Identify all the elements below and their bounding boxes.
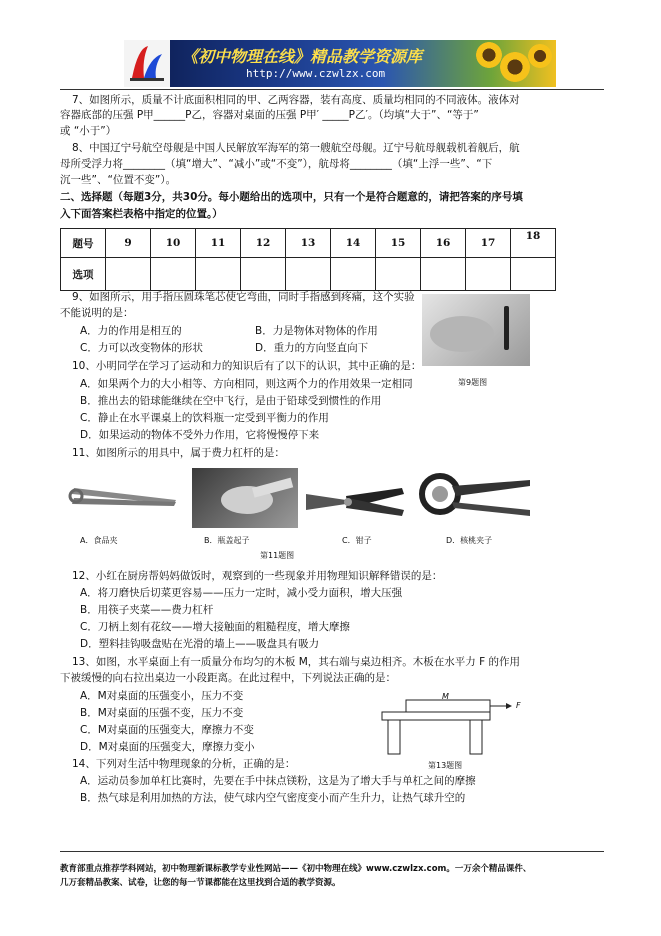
banner-title: 《初中物理在线》精品教学资源库 xyxy=(182,47,423,66)
section-heading-line1: 二、选择题（每题3分，共30分。每小题给出的选项中，只有一个是符合题意的，请把答案的序号填 xyxy=(60,191,523,203)
question-number-cell: 9 xyxy=(106,229,151,258)
question-number-cell: 15 xyxy=(376,229,421,258)
q12-option-b: B．用筷子夹菜——费力杠杆 xyxy=(80,604,214,616)
answer-cell[interactable] xyxy=(421,258,466,291)
finger-pen-photo xyxy=(422,294,530,366)
q9-option-a: A．力的作用是相互的 xyxy=(80,325,182,337)
table-header-cell: 选项 xyxy=(61,258,106,291)
food-tongs-photo xyxy=(66,468,184,528)
q11-figure-caption: 第11题图 xyxy=(260,551,295,560)
answer-cell[interactable] xyxy=(241,258,286,291)
q10-stem: 10、小明同学在学习了运动和力的知识后有了以下的认识，其中正确的是： xyxy=(72,360,422,372)
q7-line1: 7、如图所示，质量不计底面积相同的甲、乙两容器，装有高度、质量均相同的不同液体。液体对 xyxy=(72,94,520,106)
q13-option-d: D．M对桌面的压强变大，摩擦力变小 xyxy=(80,741,255,753)
table-row xyxy=(61,258,556,291)
q10-option-b: B．推出去的铅球能继续在空中飞行，是由于铅球受到惯性的作用 xyxy=(80,395,382,407)
question-number-cell: 14 xyxy=(331,229,376,258)
q13-line2: 下被缓慢的向右拉出桌边一小段距离。在此过程中，下列说法正确的是： xyxy=(60,672,396,684)
sunflower-icon xyxy=(500,52,530,82)
label-f: F xyxy=(516,701,521,710)
bottle-opener-photo xyxy=(192,468,298,528)
q13-line1: 13、如图，水平桌面上有一质量分布均匀的木板 M，其右端与桌边相齐。木板在水平力 F 的作用 xyxy=(72,656,520,668)
footer-line1: 教育部重点推荐学科网站，初中物理新课标教学专业性网站——《初中物理在线》www.czwlzx.com。一万余个精品课件、 xyxy=(60,864,532,874)
caption-b: B．瓶盖起子 xyxy=(204,536,250,545)
table-row xyxy=(61,229,556,258)
question-number-cell: 16 xyxy=(421,229,466,258)
pliers-photo xyxy=(306,482,406,522)
q9-option-b: B．力是物体对物体的作用 xyxy=(255,325,378,337)
table-header-cell: 题号 xyxy=(61,229,106,258)
sunflower-icon xyxy=(476,42,502,68)
q13-option-a: A．M对桌面的压强变小，压力不变 xyxy=(80,690,244,702)
q14-option-b: B．热气球是利用加热的方法，使气球内空气密度变小而产生升力，让热气球升空的 xyxy=(80,792,466,804)
q9-line1: 9、如图所示，用手指压圆珠笔芯使它弯曲，同时手指感到疼痛，这个实验 xyxy=(72,291,415,303)
header-rule xyxy=(60,89,604,90)
caption-d: D．核桃夹子 xyxy=(446,536,493,545)
question-number-cell: 17 xyxy=(466,229,511,258)
label-m: M xyxy=(442,692,449,701)
q9-option-d: D．重力的方向竖直向下 xyxy=(255,342,369,354)
footer-line2: 几万套精品教案、试卷，让您的每一节课都能在这里找到合适的教学资源。 xyxy=(60,878,341,888)
q9-line2: 不能说明的是： xyxy=(60,307,134,319)
q10-option-d: D．如果运动的物体不受外力作用，它将慢慢停下来 xyxy=(80,429,320,441)
q12-stem: 12、小红在厨房帮妈妈做饭时，观察到的一些现象并用物理知识解释错误的是： xyxy=(72,570,443,582)
answer-cell[interactable] xyxy=(376,258,421,291)
q14-stem: 14、下列对生活中物理现象的分析，正确的是： xyxy=(72,758,296,770)
q13-option-b: B．M对桌面的压强不变，压力不变 xyxy=(80,707,244,719)
q10-option-a: A．如果两个力的大小相等、方向相同，则这两个力的作用效果一定相同 xyxy=(80,378,413,390)
answer-cell[interactable] xyxy=(151,258,196,291)
q13-diagram xyxy=(378,690,528,756)
site-logo xyxy=(124,40,170,87)
q13-figure-caption: 第13题图 xyxy=(428,761,463,770)
q8-line3: 沉一些”、“位置不变”）。 xyxy=(60,174,177,186)
answer-table xyxy=(60,228,556,291)
question-number-cell: 10 xyxy=(151,229,196,258)
q12-option-a: A．将刀磨快后切菜更容易——压力一定时，减小受力面积，增大压强 xyxy=(80,587,403,599)
q8-line1: 8、中国辽宁号航空母舰是中国人民解放军海军的第一艘航空母舰。辽宁号航母舰载机着舰后，航 xyxy=(72,142,520,154)
q10-option-c: C．静止在水平课桌上的饮料瓶一定受到平衡力的作用 xyxy=(80,412,329,424)
section-heading-line2: 入下面答案栏表格中指定的位置。） xyxy=(60,208,223,220)
banner-url[interactable]: http://www.czwlzx.com xyxy=(246,67,386,80)
question-number-cell: 12 xyxy=(241,229,286,258)
footer-rule xyxy=(60,851,604,852)
answer-cell[interactable] xyxy=(196,258,241,291)
q8-line2: 母所受浮力将________（填“增大”、“减小”或“不变”），航母将________（填“上浮一些”、“下 xyxy=(60,158,493,170)
q14-option-a: A．运动员参加单杠比赛时，先要在手中抹点镁粉，这是为了增大手与单杠之间的摩擦 xyxy=(80,775,476,787)
q7-line2: 容器底部的压强 P甲______P乙，容器对桌面的压强 P甲′ _____P乙′。（均填“大于”、“等于” xyxy=(60,109,479,121)
q12-option-c: C．刀柄上刻有花纹——增大接触面的粗糙程度，增大摩擦 xyxy=(80,621,350,633)
answer-cell[interactable] xyxy=(331,258,376,291)
question-number-cell: 13 xyxy=(286,229,331,258)
question-number-cell: 18 xyxy=(511,229,556,258)
q12-option-d: D．塑料挂钩吸盘贴在光滑的墙上——吸盘具有吸力 xyxy=(80,638,320,650)
q11-stem: 11、如图所示的用具中，属于费力杠杆的是： xyxy=(72,447,285,459)
q9-figure-caption: 第9题图 xyxy=(458,378,488,387)
caption-c: C．钳子 xyxy=(342,536,372,545)
header-banner xyxy=(124,40,556,87)
answer-cell[interactable] xyxy=(286,258,331,291)
question-number-cell: 11 xyxy=(196,229,241,258)
caption-a: A．食品夹 xyxy=(80,536,118,545)
q9-option-c: C．力可以改变物体的形状 xyxy=(80,342,203,354)
sunflower-icon xyxy=(528,44,552,68)
answer-cell[interactable] xyxy=(106,258,151,291)
answer-cell[interactable] xyxy=(466,258,511,291)
q13-option-c: C．M对桌面的压强变大，摩擦力不变 xyxy=(80,724,254,736)
nutcracker-photo xyxy=(412,470,534,530)
answer-cell[interactable] xyxy=(511,258,556,291)
q7-line3: 或 “小于”） xyxy=(60,125,117,137)
